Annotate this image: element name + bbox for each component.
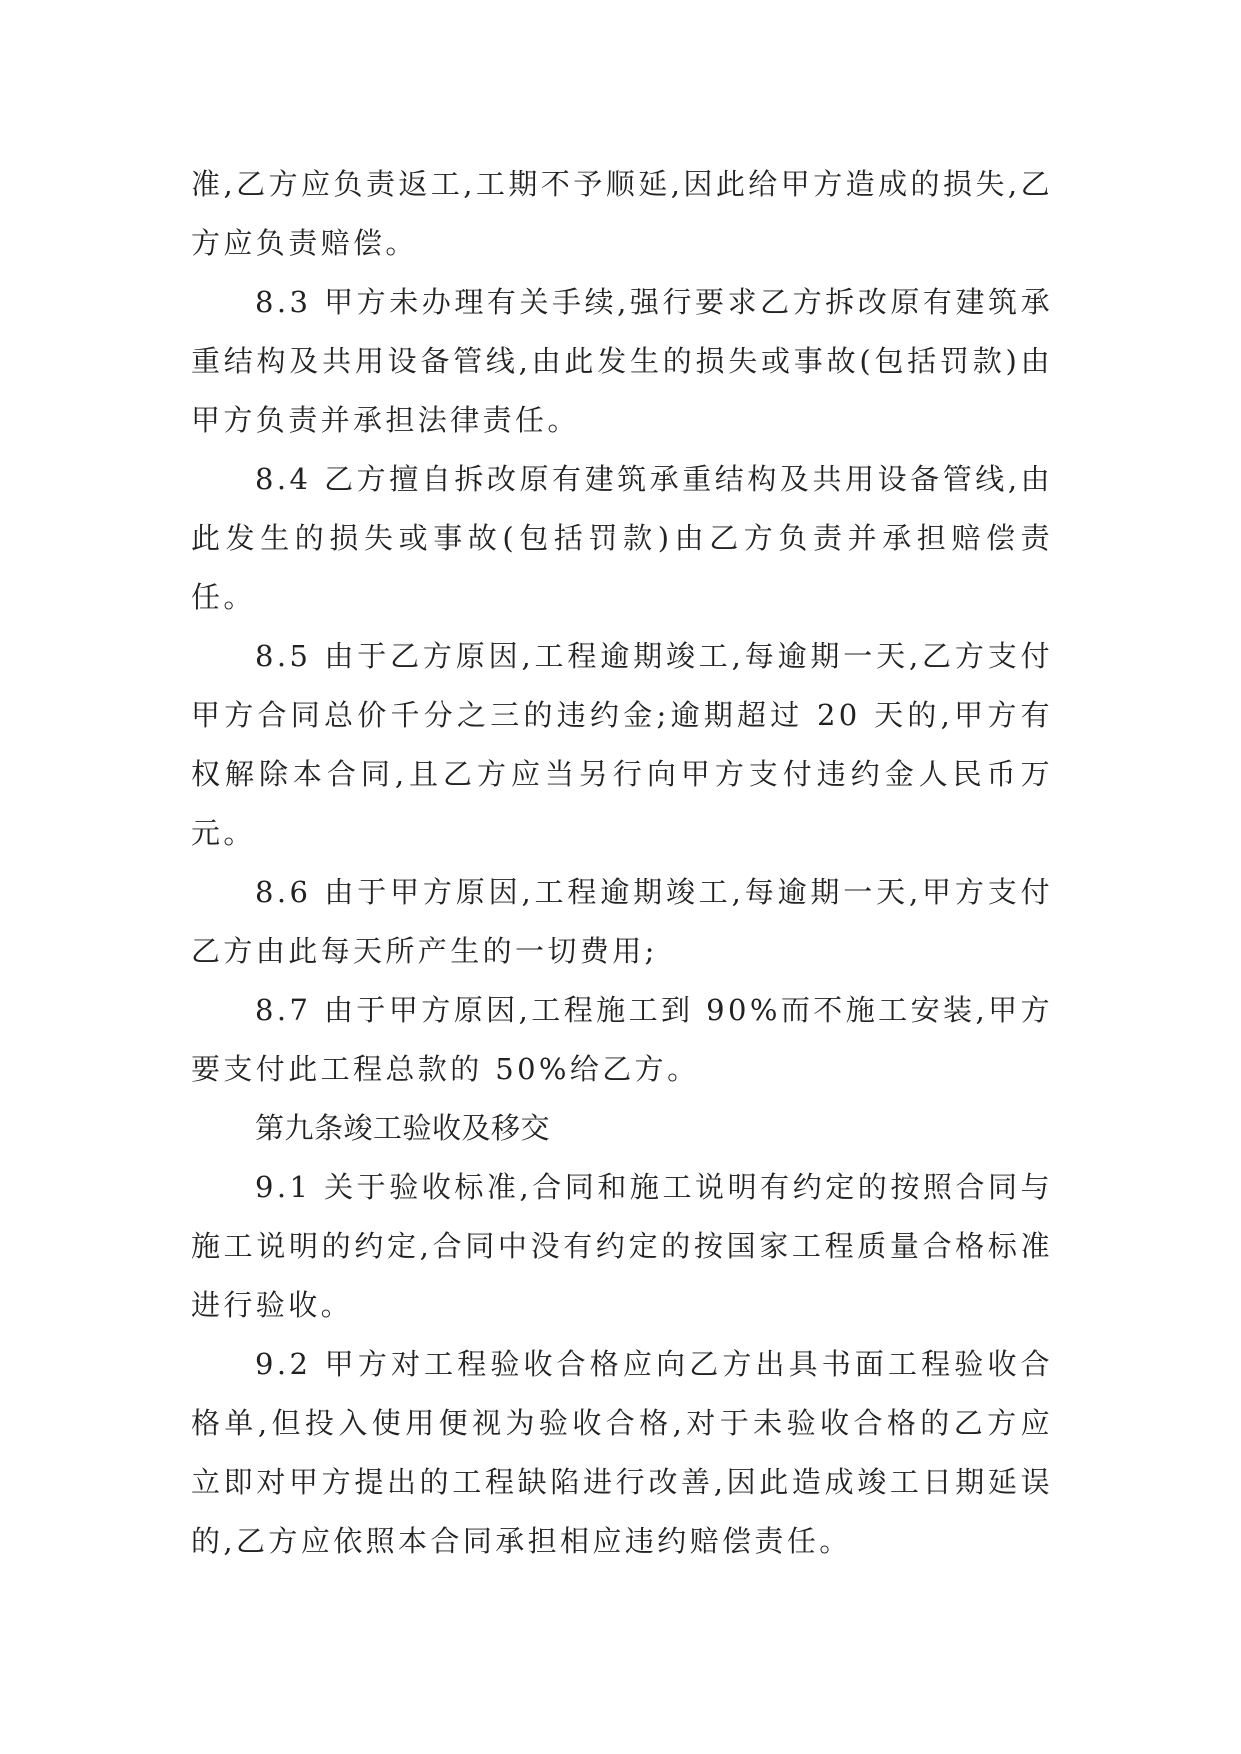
clause-9-1: 9.1 关于验收标准,合同和施工说明有约定的按照合同与施工说明的约定,合同中没有约定的按国家工程质量合格标准进行验收。 xyxy=(191,1170,1053,1322)
clause-8-5: 8.5 由于乙方原因,工程逾期竣工,每逾期一天,乙方支付甲方合同总价千分之三的违约金;逾期超过 20 天的,甲方有权解除本合同,且乙方应当另行向甲方支付违约金人民币万元。 xyxy=(191,639,1053,850)
clause-9-2: 9.2 甲方对工程验收合格应向乙方出具书面工程验收合格单,但投入使用便视为验收合格,对于未验收合格的乙方应立即对甲方提出的工程缺陷进行改善,因此造成竣工日期延误的,乙方应依照本合同承担相应违约赔偿责任。 xyxy=(191,1347,1053,1558)
clause-8-4: 8.4 乙方擅自拆改原有建筑承重结构及共用设备管线,由此发生的损失或事故(包括罚款)由乙方负责并承担赔偿责任。 xyxy=(191,462,1053,614)
clause-8-3: 8.3 甲方未办理有关手续,强行要求乙方拆改原有建筑承重结构及共用设备管线,由此发生的损失或事故(包括罚款)由甲方负责并承担法律责任。 xyxy=(191,285,1053,437)
clause-8-6: 8.6 由于甲方原因,工程逾期竣工,每逾期一天,甲方支付乙方由此每天所产生的一切费用; xyxy=(191,875,1053,968)
document-body xyxy=(191,155,1053,1571)
clause-8-7: 8.7 由于甲方原因,工程施工到 90%而不施工安装,甲方要支付此工程总款的 50%给乙方。 xyxy=(191,993,1053,1086)
article-9-heading: 第九条竣工验收及移交 xyxy=(255,1111,551,1145)
paragraph-continuation: 准,乙方应负责返工,工期不予顺延,因此给甲方造成的损失,乙方应负责赔偿。 xyxy=(191,167,1053,260)
